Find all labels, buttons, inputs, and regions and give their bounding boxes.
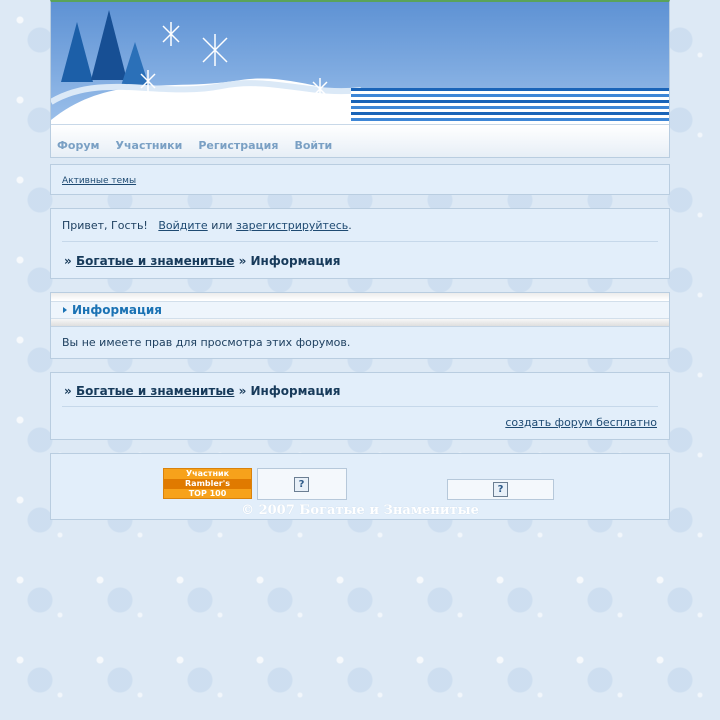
category-header (51, 293, 669, 327)
nav-members[interactable]: Участники (115, 139, 183, 152)
breadcrumb-bottom (64, 384, 341, 398)
create-forum-link[interactable]: создать форум бесплатно (505, 416, 657, 429)
breadcrumb-current-bottom: Информация (250, 384, 341, 398)
active-topics-link[interactable]: Активные темы (62, 176, 137, 186)
nav-forum[interactable]: Форум (57, 139, 100, 152)
or-text: или (211, 219, 233, 232)
rambler-line: TOP 100 (188, 489, 227, 498)
forum-header (50, 0, 670, 158)
login-link[interactable]: Войдите (158, 219, 208, 232)
no-permission-message: Вы не имеете прав для просмотра этих форумов. (62, 336, 351, 349)
welcome-message (62, 219, 352, 232)
rambler-line: Rambler's (164, 479, 251, 489)
bottom-breadcrumb-panel (50, 372, 670, 440)
breadcrumb-sep: » (238, 254, 247, 268)
footer-panel (50, 453, 670, 520)
breadcrumb-current: Информация (250, 254, 341, 268)
breadcrumb-forum-link[interactable]: Богатые и знаменитые (75, 254, 235, 268)
banner-image (51, 2, 669, 124)
category-panel (50, 292, 670, 359)
breadcrumb-forum-link-bottom[interactable]: Богатые и знаменитые (75, 384, 235, 398)
breadcrumb-sep: » (238, 384, 247, 398)
welcome-panel (50, 208, 670, 279)
nav-register[interactable]: Регистрация (198, 139, 279, 152)
copyright: © 2007 Богатые и Знаменитые (241, 503, 479, 518)
active-topics-bar (50, 164, 670, 195)
breadcrumb (64, 254, 341, 268)
breadcrumb-sep: » (64, 384, 72, 398)
rambler-top100-badge[interactable] (163, 468, 252, 499)
period-text: . (348, 219, 352, 232)
broken-image-icon: ? (493, 482, 508, 497)
arrow-right-icon (63, 307, 67, 313)
greeting-text: Привет, Гость! (62, 219, 148, 232)
divider (62, 241, 658, 242)
stripe-decoration (351, 88, 669, 124)
broken-image-icon: ? (294, 477, 309, 492)
divider (62, 406, 658, 407)
main-nav (57, 139, 348, 152)
page-wrapper (50, 0, 670, 518)
nav-login[interactable]: Войти (294, 139, 333, 152)
category-title: Информация (72, 303, 162, 317)
counter-widget[interactable] (447, 479, 554, 500)
counter-widget[interactable] (257, 468, 347, 500)
rambler-line: Участник (186, 469, 229, 478)
breadcrumb-sep: » (64, 254, 72, 268)
register-link[interactable]: зарегистрируйтесь (236, 219, 349, 232)
